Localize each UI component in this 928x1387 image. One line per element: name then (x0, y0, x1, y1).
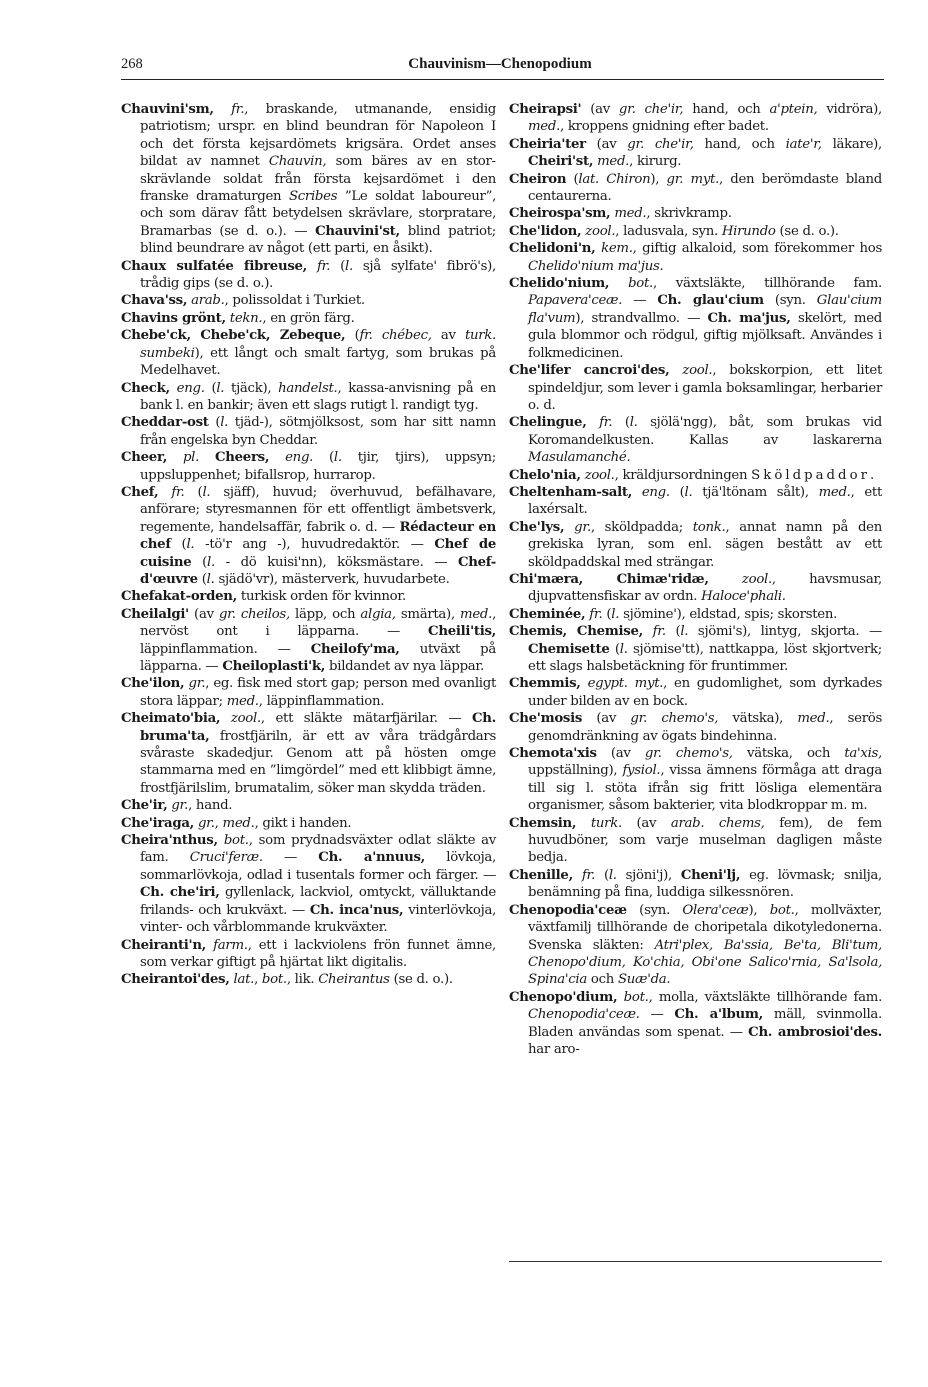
right-column (509, 101, 882, 1058)
dictionary-entry: Cheddar-ost (l. tjäd-), sötmjölksost, som har sitt namn från engelska byn Cheddar. (121, 415, 496, 448)
dictionary-entry: Chelingue, fr. (l. sjölä'ngg), båt, som brukas vid Koromandelkusten. Kallas av laskarerna Masulamanché. (509, 415, 882, 466)
dictionary-entry: Chelido'nium, bot., växtsläkte, tillhörande fam. Papavera'ceæ. — Ch. glau'cium (syn. Glau'cium fla'vum), strandvallmo. — Ch. ma'jus, skelört, med gula blommor och rödgul, giftig mjölksaft. Användes i folkmedicinen. (509, 276, 882, 361)
dictionary-entry: Cheimato'bia, zool., ett släkte mätarfjärilar. — Ch. bruma'ta, frostfjäriln, är ett av våra trädgårdars svåraste skadedjur. Genom att på hösten omge stammarna med en ”limgördel” med ett klibbigt ämne, frostfjärilslim, brumatalim, söker man skydda träden. (121, 711, 496, 796)
dictionary-entry: Chemis, Chemise, fr. (l. sjömi's), lintyg, skjorta. — Chemisette (l. sjömise'tt), nattkappa, löst skjortverk; ett slags halsbetäckning för fruntimmer. (509, 624, 882, 674)
dictionary-entry: Che'lys, gr., sköldpadda; tonk., annat namn på den grekiska lyran, som enl. sägen bestått av ett sköldpaddskal med strängar. (509, 519, 882, 570)
dictionary-entry: Cheiron (lat. Chiron), gr. myt., den berömdaste bland centaurerna. (509, 171, 882, 205)
dictionary-entry: Chavins grönt, tekn., en grön färg. (121, 310, 355, 326)
dictionary-entry: Cheiranti'n, farm., ett i lackviolens frön funnet ämne, som verkar giftigt på hjärtat likt digitalis. (121, 937, 496, 970)
dictionary-entry: Cheira'nthus, bot., som prydnadsväxter odlat släkte av fam. Cruci'feræ. — Ch. a'nnuus, lövkoja, sommarlövkoja, odlad i tusentals former och färger. — Ch. che'iri, gyllenlack, lackviol, omtyckt, välluktande frilands- och krukväxt. — Ch. inca'nus, vinterlövkoja, vinter- och vårblommande krukväxter. (121, 833, 496, 936)
dictionary-entry: Che'iraga, gr., med., gikt i handen. (121, 815, 352, 831)
dictionary-entry: Cheltenham-salt, eng. (l. tjä'ltönam sålt), med., ett laxérsalt. (509, 484, 882, 518)
dictionary-entry: Chef, fr. (l. sjäff), huvud; överhuvud, befälhavare, anförare; styresmannen för ett offentligt ämbetsverk, regemente, handelsaffär, fabrik o. d. — Rédacteur en chef (l. -tö'r ang -), huvudredaktör. — Chef de cuisine (l. - dö kuisi'nn), köksmästare. — Chef-d'œuvre (l. sjädö'vr), mästerverk, huvudarbete. (121, 484, 497, 587)
dictionary-entry: Che'ilon, gr., eg. fisk med stort gap; person med ovanligt stora läppar; med., läppinflammation. (121, 676, 496, 709)
dictionary-entry: Chelo'nia, zool., kräldjursordningen Sköldpaddor. (509, 467, 874, 483)
left-column (121, 101, 496, 989)
dictionary-entry: Chenopodia'ceæ (syn. Olera'ceæ), bot., mollväxter, växtfamilj tillhörande de choripetala dikotyledonerna. Svenska släkten: Atri'plex, Ba'ssia, Be'ta, Bli'tum, Chenopo'dium, Ko'chia, Obi'one Salico'rnia, Sa'lsola, Spina'cia och Suæ'da. (509, 902, 882, 988)
dictionary-entry: Chi'mæra, Chimæ'ridæ, zool., havsmusar, djupvattensfiskar av ordn. Haloce'phali. (509, 571, 882, 605)
dictionary-entry: Cheirapsi' (av gr. che'ir, hand, och a'ptein, vidröra), med., kroppens gnidning efter badet. (509, 102, 882, 135)
dictionary-entry: Cheilalgi' (av gr. cheilos, läpp, och algia, smärta), med., nervöst ont i läpparna. — Cheili'tis, läppinflammation. — Cheilofy'ma, utväxt på läpparna. — Cheiloplasti'k, bildandet av nya läppar. (121, 606, 496, 674)
bottom-rule (509, 1261, 882, 1262)
dictionary-entry: Che'mosis (av gr. chemo's, vätska), med., serös genomdränkning av ögats bindehinna. (509, 711, 882, 744)
dictionary-entry: Chelidoni'n, kem., giftig alkaloid, som förekommer hos Chelido'nium ma'jus. (509, 241, 882, 274)
dictionary-entry: Che'lifer cancroi'des, zool., bokskorpion, ett litet spindeldjur, som lever i gamla boksamlingar, herbarier o. d. (509, 363, 883, 413)
dictionary-entry: Cheirantoi'des, lat., bot., lik. Cheirantus (se d. o.). (121, 972, 453, 988)
dictionary-entry: Chenopo'dium, bot., molla, växtsläkte tillhörande fam. Chenopodia'ceæ. — Ch. a'lbum, mäll, svinmolla. Bladen användas som spenat. — Ch. ambrosioi'des. har aro- (509, 989, 882, 1057)
dictionary-entry: Cheminée, fr. (l. sjömine'), eldstad, spis; skorsten. (509, 606, 838, 622)
dictionary-entry: Che'lidon, zool., ladusvala, syn. Hirundo (se d. o.). (509, 223, 839, 239)
dictionary-entry: Chauvini'sm, fr., braskande, utmanande, ensidig patriotism; urspr. en blind beundran för Napoleon I och det första kejsardömets krigsära. Ordet anses bildat av namnet Chauvin, som bäres av en storskrävlande soldat från första kejsardömet i den franske dramaturgen Scribes ”Le soldat laboureur”, och som därav fått betydelsen skrävlare, storpratare, Bramarbas (se d. o.). — Chauvini'st, blind patriot; blind beundrare av något (ett parti, en åsikt). (121, 102, 496, 257)
dictionary-entry: Chefakat-orden, turkisk orden för kvinnor. (121, 589, 406, 605)
dictionary-entry: Che'ir, gr., hand. (121, 798, 233, 814)
dictionary-entry: Chebe'ck, Chebe'ck, Zebeque, (fr. chébec, av turk. sumbeki), ett långt och smalt fartyg, som brukas på Medelhavet. (121, 328, 496, 379)
dictionary-entry: Chemmis, egypt. myt., en gudomlighet, som dyrkades under bilden av en bock. (509, 676, 882, 709)
header-rule (121, 79, 884, 80)
dictionary-entry: Chemsin, turk. (av arab. chems, fem), de fem huvudböner, som varje muselman dagligen måste bedja. (509, 815, 882, 866)
dictionary-entry: Cheer, pl. Cheers, eng. (l. tjir, tjirs), uppsyn; uppsluppenhet; bifallsrop, hurrarop. (121, 450, 496, 483)
dictionary-entry: Check, eng. (l. tjäck), handelst., kassa-anvisning på en bank l. en bankir; även ett slags rutigt l. randigt tyg. (121, 380, 496, 413)
dictionary-entry: Chaux sulfatée fibreuse, fr. (l. sjå sylfate' fibrö's), trådig gips (se d. o.). (121, 258, 496, 292)
dictionary-entry: Cheiria'ter (av gr. che'ir, hand, och iate'r, läkare), Cheiri'st, med., kirurg. (509, 136, 882, 170)
dictionary-entry: Cheirospa'sm, med., skrivkramp. (509, 206, 732, 222)
dictionary-entry: Chenille, fr. (l. sjöni'j), Cheni'lj, eg. lövmask; snilja, benämning på fina, luddiga silkessnören. (509, 867, 882, 901)
dictionary-entry: Chemota'xis (av gr. chemo's, vätska, och ta'xis, uppställning), fysiol., vissa ämnens förmåga att draga till sig l. stöta ifrån sig fritt lösliga elementära organismer, såsom bakterier, vita blodkroppar m. m. (509, 746, 882, 814)
running-title: Chauvinism—Chenopodium (408, 56, 592, 72)
dictionary-entry: Chava'ss, arab., polissoldat i Turkiet. (121, 293, 365, 309)
page-number: 268 (121, 56, 143, 72)
